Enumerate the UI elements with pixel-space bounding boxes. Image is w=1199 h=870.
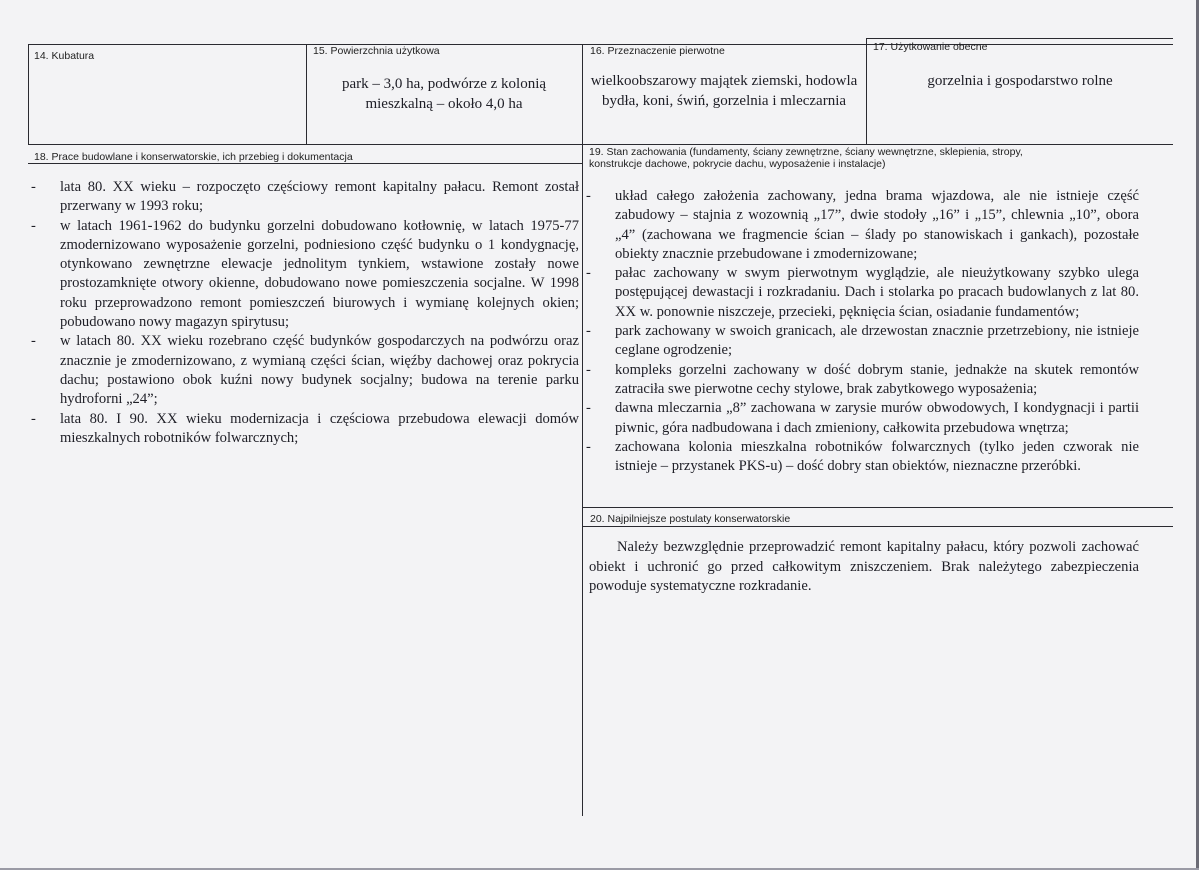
list-item — [586, 187, 1139, 264]
row1-bottom-border — [28, 144, 1173, 145]
list-item-text: lata 80. I 90. XX wieku modernizacja i częściowa przebudowa elewacji domów mieszkalnych robotników folwarcznych; — [60, 410, 579, 446]
list-item-text: zachowana kolonia mieszkalna robotników folwarcznych (tylko jeden czworak nie istnieje – przystanek PKS-u) – dość dobry stan obiektów, nieznaczne przeróbki. — [615, 438, 1139, 475]
list-item-text: układ całego założenia zachowany, jedna brama wjazdowa, ale nie istnieje część zabudowy – stajnia z wozownią „17”, dwie stodoły „16” i „15”, chlewnia „10”, obora „4” (zachowana we fragmencie ścian – ślady po stanowiskach i gankach), pozostałe obiekty znacznie przebudowane i zmodernizowane; — [615, 188, 1139, 262]
field-16-header: 16. Przeznaczenie pierwotne — [590, 45, 725, 57]
list-item — [31, 410, 579, 449]
field-15-value: park – 3,0 ha, podwórze z kolonią mieszkalną – około 4,0 ha — [341, 76, 547, 112]
list-item-text: pałac zachowany w swym pierwotnym wyglądzie, ale nieużytkowany szybko ulega postępującej dewastacji i rozkradaniu. Dach i stolarka po pracach budowlanych z lat 80. XX w. ponownie niszczeje, przecieki, pęknięcia ścian, osiadanie fundamentów; — [615, 265, 1139, 320]
section-18-header: 18. Prace budowlane i konserwatorskie, ich przebieg i dokumentacja — [34, 151, 353, 163]
list-item — [586, 399, 1139, 438]
list-item — [31, 332, 579, 409]
dash-marker: - — [31, 410, 36, 427]
list-item — [586, 264, 1139, 322]
list-item-text: lata 80. XX wieku – rozpoczęto częściowy remont kapitalny pałacu. Remont został przerwany w 1993 roku; — [60, 179, 579, 215]
dash-marker: - — [586, 361, 591, 378]
field-16-value: wielkoobszarowy majątek ziemski, hodowla bydła, koni, świń, gorzelnia i mleczarnia — [590, 73, 858, 109]
list-item-text: w latach 80. XX wieku rozebrano część budynków gospodarczych na podwórzu oraz znacznie je zmodernizowano, z wymianą części ścian, więźby dachowej oraz pokrycia dachu; postawiono obok kuźni nowy budynek socjalny; budowa na terenie parku hydroforni „24”; — [60, 333, 579, 408]
dash-marker: - — [586, 438, 591, 455]
dash-marker: - — [31, 333, 36, 350]
dash-marker: - — [586, 265, 591, 282]
section-18-top-line — [28, 163, 582, 164]
list-item — [586, 322, 1139, 361]
section-20-text: Należy bezwzględnie przeprowadzić remont kapitalny pałacu, który pozwoli zachować obiekt i uchronić go przed całkowitym zniszczeniem. Brak należytego zabezpieczenia powoduje systematyczne rozkradanie. — [589, 539, 1139, 594]
left-border — [28, 44, 29, 145]
list-item — [586, 361, 1139, 400]
field-17-value: gorzelnia i gospodarstwo rolne — [927, 73, 1113, 89]
section-19-list — [586, 187, 1139, 476]
field-17-header: 17. Użytkowanie obecne — [873, 41, 988, 53]
dash-marker: - — [586, 400, 591, 417]
list-item-text: park zachowany w swoich granicach, ale drzewostan znacznie przetrzebiony, nie istnieje ceglane ogrodzenie; — [615, 323, 1139, 359]
dash-marker: - — [31, 179, 36, 195]
dash-marker: - — [586, 323, 591, 340]
dash-marker: - — [586, 188, 591, 204]
list-item — [586, 438, 1139, 477]
list-item-text: kompleks gorzelni zachowany w dość dobrym stanie, jednakże na skutek remontów zatraciła swe pierwotne cechy stylowe, brak zabytkowego wyposażenia; — [615, 361, 1139, 397]
section-19-header: 19. Stan zachowania (fundamenty, ściany zewnętrzne, ściany wewnętrzne, sklepienia, stropy, konstrukcje dachowe, pokrycie dachu, wyposażenie i instalacje) — [589, 146, 1023, 170]
section-20-divider — [582, 507, 1173, 508]
list-item — [31, 217, 579, 333]
list-item — [31, 178, 579, 217]
field-15-header: 15. Powierzchnia użytkowa — [313, 45, 440, 57]
section-18-list — [31, 178, 579, 448]
dash-marker: - — [31, 217, 36, 234]
section-20-header-line — [582, 526, 1173, 527]
divider-16-17 — [866, 38, 867, 145]
right-top-border — [866, 38, 1173, 39]
list-item-text: dawna mleczarnia „8” zachowana w zarysie murów obwodowych, I kondygnacji i partii piwnic, góra nadbudowana i dach zmieniony, całkowita przebudowa wnętrza; — [615, 400, 1139, 436]
divider-14-15 — [306, 44, 307, 145]
main-divider — [582, 44, 583, 816]
field-14-header: 14. Kubatura — [34, 50, 95, 62]
list-item-text: w latach 1961-1962 do budynku gorzelni dobudowano kotłownię, w latach 1975-77 zmodernizowano wyposażenie gorzelni, podniesiono część budynku o 1 kondygnację, otynkowano zewnętrzne elewacje jednolitym tynkiem, wstawione zostały nowe prostozamknięte otwory okienne, dobudowano nowe pomieszczenia socjalne. W 1998 roku przeprowadzono remont pomieszczeń biurowych i wymianę kolejnych okien; pobudowano nowy magazyn spirytusu; — [60, 217, 579, 331]
section-20-header: 20. Najpilniejsze postulaty konserwatorskie — [590, 513, 791, 525]
